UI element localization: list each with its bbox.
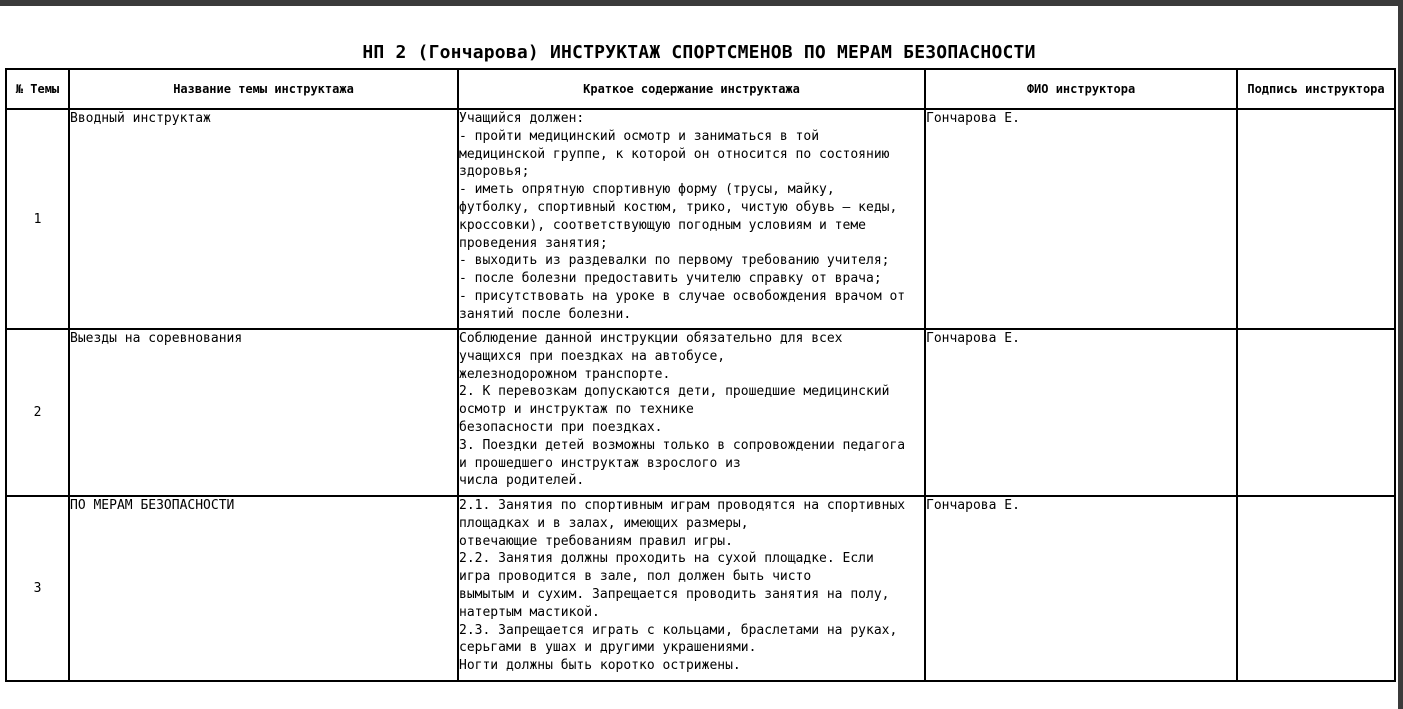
table-header-row [6,69,1395,109]
row-number: 3 [6,496,69,681]
window-right-border [1398,0,1403,709]
column-header-signature: Подпись инструктора [1237,69,1395,109]
column-header-content: Краткое содержание инструктажа [458,69,925,109]
instructor-signature [1237,109,1395,329]
column-header-instructor: ФИО инструктора [925,69,1237,109]
instructor-name: Гончарова Е. [925,496,1237,681]
topic-content: Учащийся должен: - пройти медицинский осмотр и заниматься в той медицинской группе, к которой он относится по состоянию здоровья; - иметь опрятную спортивную форму (трусы, майку, футболку, спортивный костюм, трико, чистую обувь – кеды, кроссовки), соответствующую погодным условиям и теме проведения занятия; - выходить из раздевалки по первому требованию учителя; - после болезни предоставить учителю справку от врача; - присутствовать на уроке в случае освобождения врачом от занятий после болезни. [458,109,925,329]
instructor-signature [1237,329,1395,496]
topic-content: Соблюдение данной инструкции обязательно для всех учащихся при поездках на автобусе, железнодорожном транспорте. 2. К перевозкам допускаются дети, прошедшие медицинский осмотр и инструктаж по технике безопасности при поездках. 3. Поездки детей возможны только в сопровождении педагога и прошедшего инструктаж взрослого из числа родителей. [458,329,925,496]
topic-name: ПО МЕРАМ БЕЗОПАСНОСТИ [69,496,458,681]
instructor-signature [1237,496,1395,681]
table-row [6,496,1395,681]
document-title: НП 2 (Гончарова) ИНСТРУКТАЖ СПОРТСМЕНОВ ПО МЕРАМ БЕЗОПАСНОСТИ [362,42,1036,63]
instruction-table [5,68,1396,682]
topic-content: 2.1. Занятия по спортивным играм проводятся на спортивных площадках и в залах, имеющих размеры, отвечающие требованиям правил игры. 2.2. Занятия должны проходить на сухой площадке. Если игра проводится в зале, пол должен быть чисто вымытым и сухим. Запрещается проводить занятия на полу, натертым мастикой. 2.3. Запрещается играть с кольцами, браслетами на руках, серьгами в ушах и другими украшениями. Ногти должны быть коротко острижены. [458,496,925,681]
instructor-name: Гончарова Е. [925,329,1237,496]
table-row [6,329,1395,496]
column-header-topic: Название темы инструктажа [69,69,458,109]
topic-name: Выезды на соревнования [69,329,458,496]
table-row [6,109,1395,329]
row-number: 1 [6,109,69,329]
instructor-name: Гончарова Е. [925,109,1237,329]
column-header-num: № Темы [6,69,69,109]
topic-name: Вводный инструктаж [69,109,458,329]
row-number: 2 [6,329,69,496]
